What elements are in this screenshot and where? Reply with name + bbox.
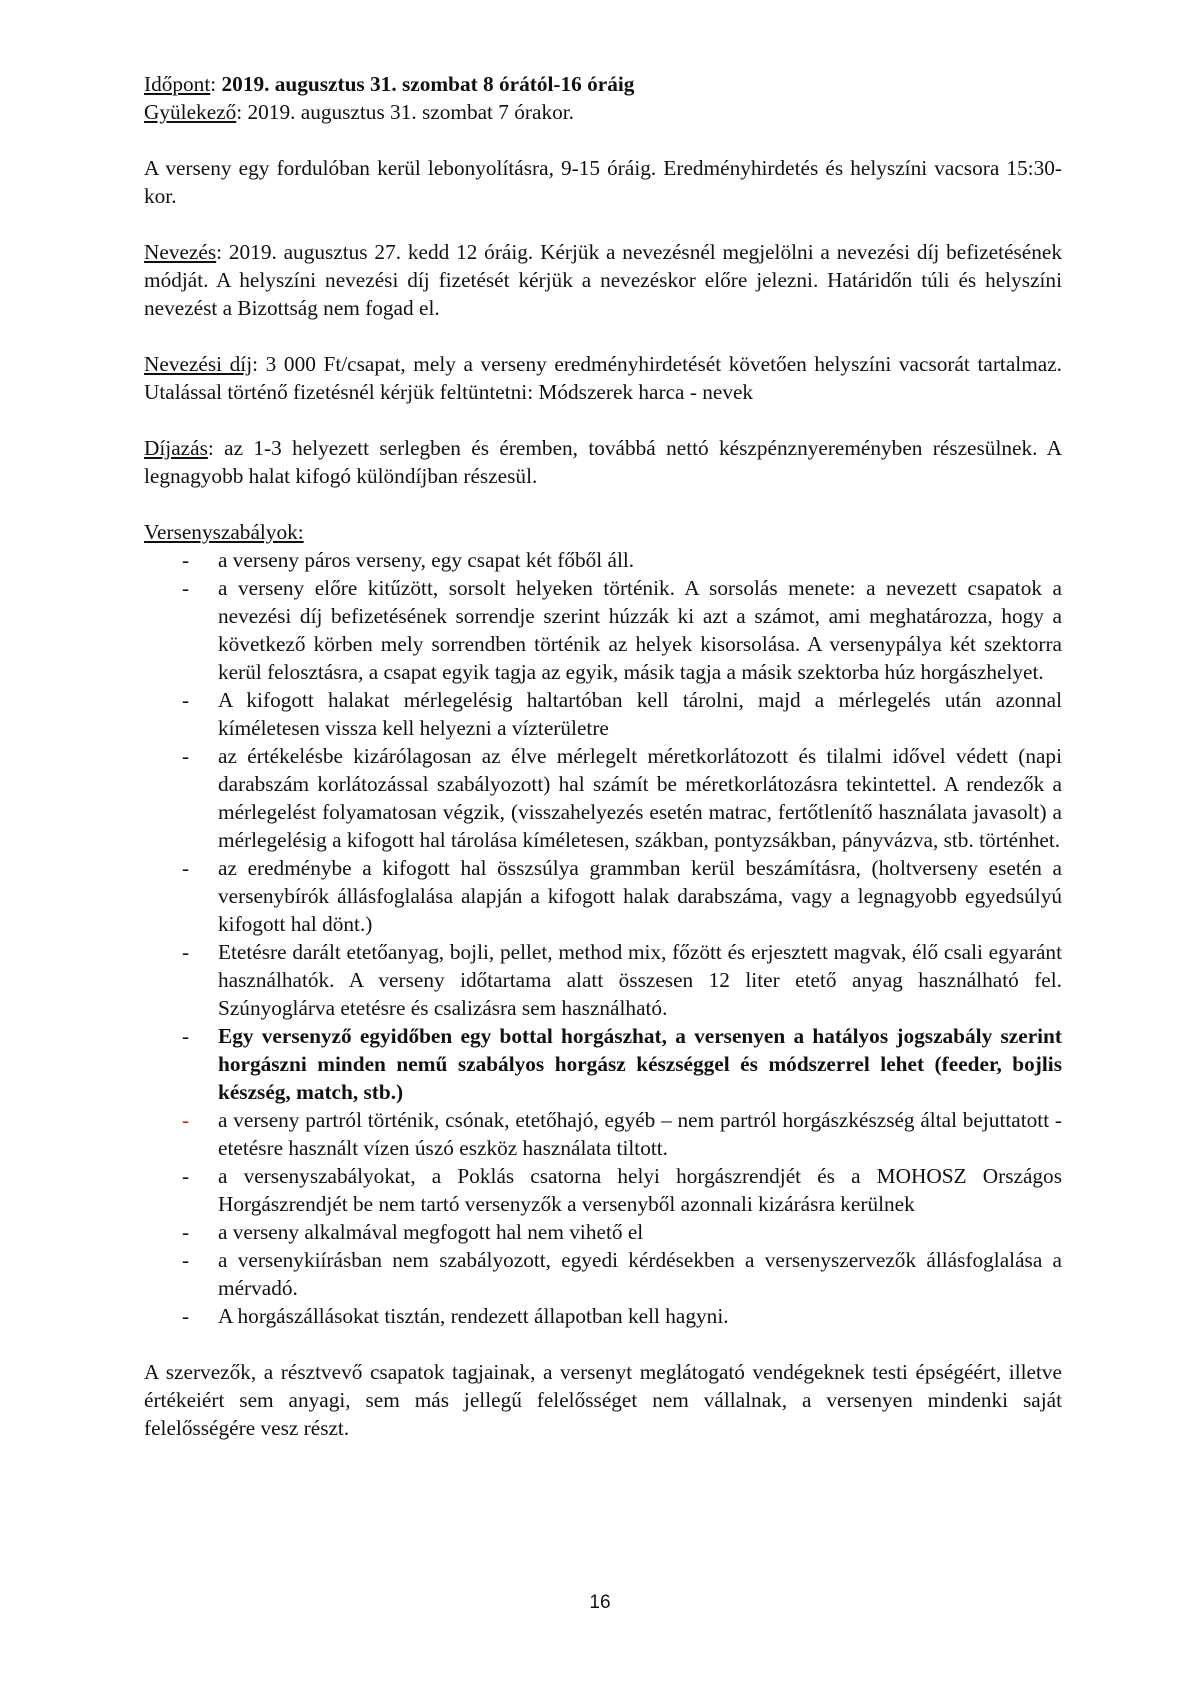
dash-bullet: - [182,548,190,572]
entry-paragraph: Nevezés: 2019. augusztus 27. kedd 12 óráig. Kérjük a nevezésnél megjelölni a nevezési díj befizetésének módját. A helyszíni nevezési díj fizetését kérjük a nevezéskor előre jelezni. Határidőn túli és helyszíni nevezést a Bizottság nem fogad el. [144,240,1062,320]
prizes-label: Díjazás [144,436,208,460]
rule-item: - a versenyszabályokat, a Poklás csatorna helyi horgászrendjét és a MOHOSZ Országos Horgászrendjét be nem tartó versenyzők a versenyből azonnali kizárásra kerülnek [182,1164,1062,1216]
disclaimer-paragraph: A szervezők, a résztvevő csapatok tagjainak, a versenyt meglátogató vendégeknek testi épségéért, illetve értékeiért sem anyagi, sem más jellegű felelősséget nem vállalnak, a versenyen mindenki saját felelősségére vesz részt. [144,1360,1062,1440]
dash-bullet: - [182,940,190,964]
rule-item: - Etetésre darált etetőanyag, bojli, pellet, method mix, főzött és erjesztett magvak, élő csali egyaránt használhatók. A verseny időtartama alatt összesen 12 liter etető anyag használható fel. Szúnyoglárva etetésre és csalizásra sem használható. [182,940,1062,1020]
time-line: Időpont: 2019. augusztus 31. szombat 8 órától-16 óráig [144,72,635,96]
entry-label: Nevezés [144,240,217,264]
rule-item: - A horgászállásokat tisztán, rendezett állapotban kell hagyni. [182,1304,729,1328]
rules-heading: Versenyszabályok: [144,520,304,544]
red-dash-bullet: - [182,1108,190,1132]
dash-bullet: - [182,1304,190,1328]
rules-list [144,546,1062,1330]
prizes-paragraph: Díjazás: az 1-3 helyezett serlegben és éremben, továbbá nettó készpénznyereményben részesülnek. A legnagyobb halat kifogó különdíjban részesül. [144,436,1062,488]
time-value: 2019. augusztus 31. szombat 8 órától-16 óráig [221,72,635,96]
entry-fee-label: Nevezési díj [144,352,253,376]
dash-bullet: - [182,688,190,712]
page-number: 16 [589,1592,611,1613]
dash-bullet: - [182,744,190,768]
gathering-value: 2019. augusztus 31. szombat 7 órakor. [247,100,575,124]
rule-item: - a verseny előre kitűzött, sorsolt helyeken történik. A sorsolás menete: a nevezett csapatok a nevezési díj befizetésének sorrendje szerint húzzák ki azt a számot, ami meghatározza, hogy a következő körben mely sorrendben történik az helyek kisorsolása. A versenypálya két szektorra kerül felosztásra, a csapat egyik tagja az egyik, másik tagja a másik szektorba húz horgászhelyet. [182,576,1062,684]
time-label: Időpont [144,72,211,96]
dash-bullet: - [182,576,190,600]
dash-bullet: - [182,856,190,880]
document-page [144,70,1062,1442]
entry-fee-value: 3 000 Ft/csapat, mely a verseny eredményhirdetését követően helyszíni vacsorát tartalmaz. Utalással történő fizetésnél kérjük feltüntetni: Módszerek harca - nevek [144,352,1062,404]
dash-bullet: - [182,1248,190,1272]
prizes-value: az 1-3 helyezett serlegben és éremben, továbbá nettó készpénznyereményben részesülnek. A legnagyobb halat kifogó különdíjban részesül. [144,436,1062,488]
dash-bullet: - [182,1024,190,1048]
rule-item-bold: - Egy versenyző egyidőben egy bottal horgászhat, a versenyen a hatályos jogszabály szerint horgászni minden nemű szabályos horgász készséggel és módszerrel lehet (feeder, bojlis készség, match, stb.) [182,1024,1062,1104]
rule-item: - a versenykiírásban nem szabályozott, egyedi kérdésekben a versenyszervezők állásfoglalása a mérvadó. [182,1248,1062,1300]
rule-item: - az eredménybe a kifogott hal összsúlya grammban kerül beszámításra, (holtverseny esetén a versenybírók állásfoglalása alapján a kifogott halak darabszáma, vagy a legnagyobb egyedsúlyú kifogott hal dönt.) [182,856,1062,936]
rule-item: - a verseny partról történik, csónak, etetőhajó, egyéb – nem partról horgászkészség által bejuttatott - etetésre használt vízen úszó eszköz használata tiltott. [182,1108,1062,1160]
entry-fee-paragraph: Nevezési díj: 3 000 Ft/csapat, mely a verseny eredményhirdetését követően helyszíni vacsorát tartalmaz. Utalással történő fizetésnél kérjük feltüntetni: Módszerek harca - nevek [144,352,1062,404]
rule-item: - az értékelésbe kizárólagosan az élve mérlegelt méretkorlátozott és tilalmi idővel védett (napi darabszám korlátozással szabályozott) hal számít be méretkorlátozásra tekintettel. A rendezők a mérlegelést folyamatosan végzik, (visszahelyezés esetén matrac, fertőtlenítő használata javasolt) a mérlegelésig a kifogott hal tárolása kíméletesen, szákban, pontyzsákban, pányvázva, stb. történhet. [182,744,1062,852]
rounds-paragraph: A verseny egy fordulóban kerül lebonyolításra, 9-15 óráig. Eredményhirdetés és helyszíni vacsora 15:30-kor. [144,156,1062,208]
dash-bullet: - [182,1164,190,1188]
gathering-label: Gyülekező [144,100,237,124]
entry-value: 2019. augusztus 27. kedd 12 óráig. Kérjük a nevezésnél megjelölni a nevezési díj befizetésének módját. A helyszíni nevezési díj fizetését kérjük a nevezéskor előre jelezni. Határidőn túli és helyszíni nevezést a Bizottság nem fogad el. [144,240,1062,320]
rule-item: - a verseny páros verseny, egy csapat két főből áll. [182,548,635,572]
gathering-line: Gyülekező: 2019. augusztus 31. szombat 7 órakor. [144,100,575,124]
rule-item: - A kifogott halakat mérlegelésig haltartóban kell tárolni, majd a mérlegelés után azonnal kíméletesen vissza kell helyezni a vízterületre [182,688,1062,740]
rule-item: - a verseny alkalmával megfogott hal nem vihető el [182,1220,644,1244]
dash-bullet: - [182,1220,190,1244]
